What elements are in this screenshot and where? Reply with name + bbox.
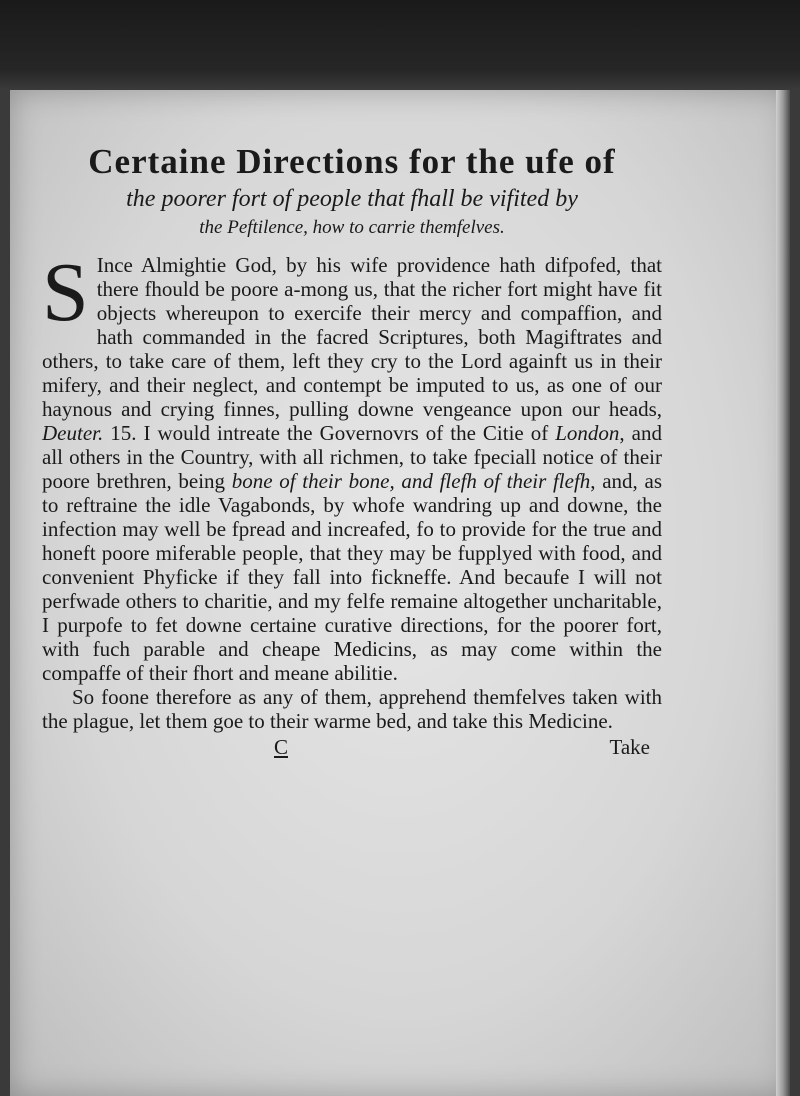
book-spine-shadow bbox=[776, 90, 790, 1096]
scripture-quote: bone of their bone, and flefh of their flefh bbox=[231, 469, 591, 493]
page-subtitle: the poorer fort of people that fhall be vifited by bbox=[126, 186, 578, 212]
body-text bbox=[42, 246, 662, 733]
paragraph-1 bbox=[42, 246, 662, 685]
paragraph-1-text-b: 15. I would intreate the Governovrs of the Citie of bbox=[110, 421, 549, 445]
paragraph-1-text-d: , and, as to reftraine the idle Vagabonds, by whofe wandring up and downe, the infection may well be fpread and increafed, fo to provide for the true and honeft poore miferable people, that they may be fupplyed with food, and convenient Phyficke if they fall into fickneffe. And becaufe I will not perfwade others to charitie, and my felfe remaine altogether uncharitable, I purpofe to fet downe certaine curative directions, for the poorer fort, with fuch parable and cheape Medicins, as may come within the compaffe of their fhort and meane abilitie. bbox=[42, 469, 662, 685]
scripture-reference: Deuter. bbox=[42, 421, 104, 445]
signature-mark: C bbox=[274, 735, 289, 759]
text-block bbox=[42, 140, 662, 761]
drop-cap: S bbox=[42, 246, 89, 339]
catchword: Take bbox=[609, 735, 650, 759]
city-name: London bbox=[555, 421, 620, 445]
paragraph-1-text-a: Ince Almightie God, by his wife providence hath difpofed, that there fhould be poore a-mong us, that the richer fort might have fit objects whereupon to exercife their mercy and compaffion, and hath commanded in the facred Scriptures, both Magiftrates and others, to take care of them, left they cry to the Lord againft us in their mifery, and their neglect, and contempt be imputed to us, as one of our haynous and crying finnes, pulling downe vengeance upon our heads, bbox=[42, 253, 662, 421]
page-subtitle-2: the Peftilence, how to carrie themfelves. bbox=[199, 217, 505, 238]
paragraph-2: So foone therefore as any of them, apprehend themfelves taken with the plague, let them goe to their warme bed, and take this Medicine. bbox=[42, 685, 662, 733]
page-title: Certaine Directions for the ufe of bbox=[88, 142, 616, 181]
book-page bbox=[10, 90, 790, 1096]
paragraph-1-text-c: , and all others in the Country, with all richmen, to take fpeciall notice of their poore brethren, being bbox=[42, 421, 662, 493]
page-footer bbox=[42, 735, 662, 761]
